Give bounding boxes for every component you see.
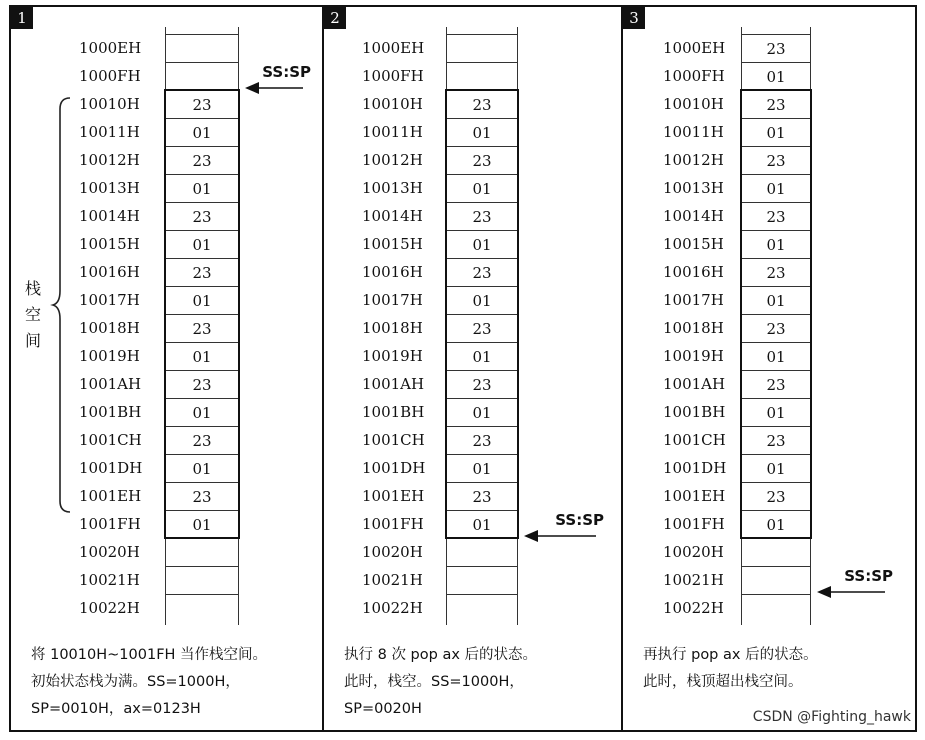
panel-number-badge: 2 bbox=[324, 7, 346, 29]
memory-address: 10018H bbox=[663, 319, 724, 337]
stack-label-char: 空 bbox=[24, 305, 41, 324]
ss-sp-pointer bbox=[817, 567, 893, 599]
memory-cell: 01 bbox=[446, 454, 518, 482]
memory-cell: 23 bbox=[165, 426, 239, 454]
memory-cell: 23 bbox=[741, 34, 811, 62]
memory-cell: 23 bbox=[446, 314, 518, 342]
memory-cell: 01 bbox=[446, 398, 518, 426]
panel-3 bbox=[623, 7, 915, 730]
panel-number-badge: 1 bbox=[11, 7, 33, 29]
memory-cell: 23 bbox=[165, 202, 239, 230]
memory-address: 10020H bbox=[79, 543, 140, 561]
memory-address: 10022H bbox=[79, 599, 140, 617]
memory-cell: 23 bbox=[741, 258, 811, 286]
caption-line: 初始状态栈为满。SS=1000H， bbox=[31, 674, 240, 690]
memory-cell: 01 bbox=[741, 118, 811, 146]
memory-address: 10022H bbox=[663, 599, 724, 617]
memory-address: 1001FH bbox=[663, 515, 725, 533]
memory-cell: 01 bbox=[741, 342, 811, 370]
memory-address: 10014H bbox=[362, 207, 423, 225]
panel-caption bbox=[643, 642, 818, 696]
memory-address: 10019H bbox=[362, 347, 423, 365]
memory-cell bbox=[741, 594, 811, 622]
memory-address: 1001BH bbox=[362, 403, 425, 421]
memory-address: 10016H bbox=[79, 263, 140, 281]
memory-address: 1001BH bbox=[663, 403, 726, 421]
caption-line: SP=0020H bbox=[344, 701, 422, 717]
memory-cell: 23 bbox=[446, 202, 518, 230]
memory-address: 1001BH bbox=[79, 403, 142, 421]
memory-address: 1001AH bbox=[663, 375, 726, 393]
memory-address: 10011H bbox=[362, 123, 423, 141]
memory-address: 10013H bbox=[362, 179, 423, 197]
panel-caption bbox=[344, 642, 537, 723]
memory-address: 1000FH bbox=[663, 67, 725, 85]
memory-address: 10021H bbox=[663, 571, 724, 589]
stack-region-frame bbox=[445, 89, 519, 539]
stack-region-frame bbox=[164, 89, 240, 539]
memory-cell: 23 bbox=[741, 426, 811, 454]
memory-cell: 23 bbox=[165, 370, 239, 398]
memory-cell bbox=[165, 594, 239, 622]
memory-address: 1001CH bbox=[663, 431, 726, 449]
memory-address: 10021H bbox=[362, 571, 423, 589]
memory-address: 10019H bbox=[663, 347, 724, 365]
memory-address: 10022H bbox=[362, 599, 423, 617]
stack-label-char: 栈 bbox=[24, 279, 41, 298]
stack-region-frame bbox=[740, 89, 812, 539]
memory-cell: 01 bbox=[446, 342, 518, 370]
memory-cell bbox=[165, 566, 239, 594]
memory-address: 1001FH bbox=[362, 515, 424, 533]
memory-address: 1000FH bbox=[362, 67, 424, 85]
memory-cell: 23 bbox=[446, 426, 518, 454]
caption-line: 执行 8 次 pop ax 后的状态。 bbox=[344, 647, 538, 663]
memory-cell: 01 bbox=[165, 230, 239, 258]
memory-address: 10020H bbox=[362, 543, 423, 561]
memory-cell: 01 bbox=[446, 286, 518, 314]
stack-label-char: 间 bbox=[24, 331, 41, 350]
caption-line: 此时，栈顶超出栈空间。 bbox=[643, 674, 803, 690]
memory-address: 10017H bbox=[663, 291, 724, 309]
memory-cell: 23 bbox=[446, 370, 518, 398]
memory-address: 10011H bbox=[79, 123, 140, 141]
ss-sp-pointer bbox=[245, 63, 311, 95]
memory-address: 10016H bbox=[663, 263, 724, 281]
caption-line: 再执行 pop ax 后的状态。 bbox=[643, 647, 818, 663]
memory-address: 10012H bbox=[663, 151, 724, 169]
memory-address: 1000EH bbox=[79, 39, 142, 57]
memory-address: 10016H bbox=[362, 263, 423, 281]
memory-cell: 01 bbox=[446, 230, 518, 258]
memory-address: 1001AH bbox=[79, 375, 142, 393]
memory-cell: 01 bbox=[165, 118, 239, 146]
memory-address: 1001CH bbox=[362, 431, 425, 449]
memory-address: 1001EH bbox=[663, 487, 726, 505]
memory-cell bbox=[446, 566, 518, 594]
panel-2 bbox=[324, 7, 621, 730]
memory-cell: 23 bbox=[446, 258, 518, 286]
memory-cell: 01 bbox=[446, 118, 518, 146]
ss-sp-label: SS:SP bbox=[844, 567, 893, 585]
memory-cell: 23 bbox=[446, 482, 518, 510]
memory-cell: 23 bbox=[165, 258, 239, 286]
memory-address: 10011H bbox=[663, 123, 724, 141]
memory-cell: 01 bbox=[741, 398, 811, 426]
memory-cell bbox=[165, 538, 239, 566]
left-arrow-icon bbox=[524, 529, 604, 543]
memory-address: 10012H bbox=[362, 151, 423, 169]
memory-cell: 01 bbox=[741, 286, 811, 314]
panel-number-badge: 3 bbox=[623, 7, 645, 29]
memory-address: 10010H bbox=[79, 95, 140, 113]
left-arrow-icon bbox=[245, 81, 311, 95]
caption-line: 将 10010H~1001FH 当作栈空间。 bbox=[31, 647, 268, 663]
memory-cell: 23 bbox=[446, 146, 518, 174]
memory-address: 10020H bbox=[663, 543, 724, 561]
memory-cell: 01 bbox=[741, 454, 811, 482]
memory-address: 1001FH bbox=[79, 515, 141, 533]
memory-address: 10015H bbox=[79, 235, 140, 253]
left-arrow-icon bbox=[817, 585, 893, 599]
memory-cell bbox=[165, 62, 239, 90]
memory-cell: 23 bbox=[165, 90, 239, 118]
memory-cell bbox=[741, 538, 811, 566]
memory-address: 10012H bbox=[79, 151, 140, 169]
memory-address: 10013H bbox=[79, 179, 140, 197]
memory-address: 1000EH bbox=[362, 39, 425, 57]
memory-address: 10014H bbox=[79, 207, 140, 225]
memory-cell: 23 bbox=[165, 482, 239, 510]
memory-cell: 01 bbox=[165, 342, 239, 370]
memory-address: 1000EH bbox=[663, 39, 726, 57]
memory-address: 10017H bbox=[362, 291, 423, 309]
memory-address: 10014H bbox=[663, 207, 724, 225]
memory-cell: 23 bbox=[165, 146, 239, 174]
memory-address: 1001AH bbox=[362, 375, 425, 393]
memory-address: 1001CH bbox=[79, 431, 142, 449]
memory-address: 1001DH bbox=[362, 459, 426, 477]
memory-address: 10015H bbox=[663, 235, 724, 253]
memory-address: 1000FH bbox=[79, 67, 141, 85]
memory-address: 10015H bbox=[362, 235, 423, 253]
memory-address: 1001EH bbox=[362, 487, 425, 505]
memory-cell: 23 bbox=[741, 482, 811, 510]
memory-cell: 01 bbox=[741, 510, 811, 538]
memory-cell bbox=[446, 62, 518, 90]
memory-cell: 01 bbox=[741, 230, 811, 258]
memory-address: 1001DH bbox=[79, 459, 143, 477]
stack-brace bbox=[50, 95, 74, 515]
memory-cell bbox=[741, 566, 811, 594]
memory-address: 10010H bbox=[663, 95, 724, 113]
ss-sp-pointer bbox=[524, 511, 604, 543]
memory-address: 10013H bbox=[663, 179, 724, 197]
memory-cell: 01 bbox=[165, 286, 239, 314]
memory-address: 1001DH bbox=[663, 459, 727, 477]
memory-cell bbox=[165, 34, 239, 62]
panel-caption bbox=[31, 642, 267, 723]
memory-address: 10019H bbox=[79, 347, 140, 365]
memory-address: 10010H bbox=[362, 95, 423, 113]
memory-cell: 23 bbox=[741, 202, 811, 230]
memory-cell: 23 bbox=[741, 314, 811, 342]
memory-address: 10017H bbox=[79, 291, 140, 309]
memory-address: 10021H bbox=[79, 571, 140, 589]
ss-sp-label: SS:SP bbox=[555, 511, 604, 529]
memory-cell: 01 bbox=[165, 174, 239, 202]
memory-cell: 23 bbox=[446, 90, 518, 118]
memory-cell: 01 bbox=[165, 510, 239, 538]
memory-cell: 23 bbox=[165, 314, 239, 342]
memory-cell bbox=[446, 538, 518, 566]
memory-cell: 01 bbox=[165, 454, 239, 482]
ss-sp-label: SS:SP bbox=[262, 63, 311, 81]
memory-address: 1001EH bbox=[79, 487, 142, 505]
memory-cell: 23 bbox=[741, 370, 811, 398]
memory-cell bbox=[446, 594, 518, 622]
memory-cell: 01 bbox=[741, 174, 811, 202]
memory-cell: 23 bbox=[741, 146, 811, 174]
caption-line: 此时，栈空。SS=1000H， bbox=[344, 674, 524, 690]
memory-cell: 01 bbox=[446, 174, 518, 202]
watermark: CSDN @Fighting_hawk bbox=[752, 709, 911, 725]
memory-cell: 01 bbox=[165, 398, 239, 426]
memory-cell bbox=[446, 34, 518, 62]
memory-address: 10018H bbox=[362, 319, 423, 337]
memory-address: 10018H bbox=[79, 319, 140, 337]
memory-cell: 01 bbox=[446, 510, 518, 538]
stack-label bbox=[24, 276, 42, 354]
caption-line: SP=0010H，ax=0123H bbox=[31, 701, 201, 717]
memory-cell: 23 bbox=[741, 90, 811, 118]
memory-cell: 01 bbox=[741, 62, 811, 90]
